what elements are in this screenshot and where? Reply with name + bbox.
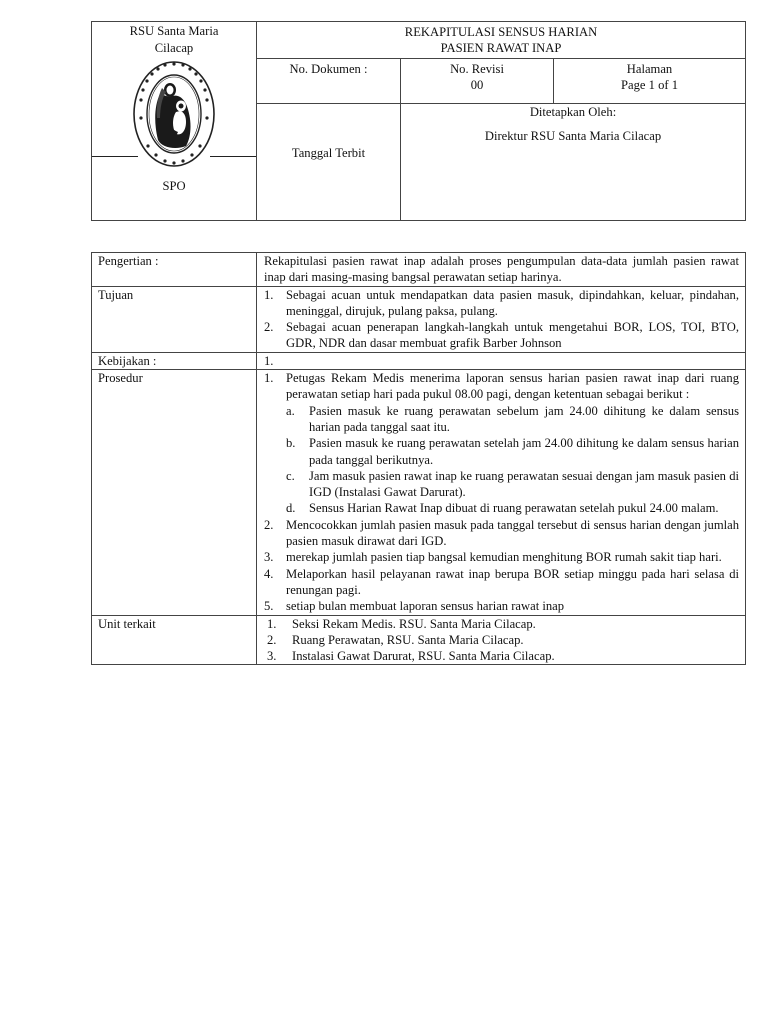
- sub-list-item: [286, 435, 739, 468]
- list-item: [264, 353, 739, 369]
- prosedur-row: [92, 370, 746, 615]
- divider-line-right: [210, 156, 256, 157]
- list-item: [264, 370, 739, 403]
- sub-list-letter: c.: [286, 468, 295, 483]
- sub-list-item: [286, 468, 739, 501]
- sub-list-item: [286, 403, 739, 436]
- list-number: 5.: [264, 599, 274, 614]
- list-text: Petugas Rekam Medis menerima laporan sensus harian pasien rawat inap dari ruang perawatan setiap hari pada pukul 08.00 pagi, dengan ketentuan sebagai berikut :: [286, 371, 739, 402]
- org-cell: [92, 22, 257, 221]
- list-number: 1.: [264, 371, 274, 386]
- kebijakan-label: Kebijakan :: [92, 352, 257, 369]
- no-dokumen-label: No. Dokumen :: [289, 62, 368, 76]
- no-revisi-label: No. Revisi: [450, 62, 504, 76]
- list-text: Sebagai acuan untuk mendapatkan data pasien masuk, dipindahkan, keluar, pindahan, meninggal, dirujuk, pulang paksa, pulang.: [286, 287, 739, 318]
- title-line2: PASIEN RAWAT INAP: [440, 41, 562, 55]
- list-number: 1.: [264, 287, 274, 302]
- list-item: [264, 287, 739, 320]
- pengertian-row: [92, 253, 746, 287]
- halaman-label: Halaman: [626, 62, 673, 76]
- list-text: Mencocokkan jumlah pasien masuk pada tanggal tersebut di sensus harian dengan jumlah pasien masuk dirawat dari IGD.: [286, 517, 739, 549]
- list-number: 1.: [267, 616, 277, 631]
- unit-terkait-row: [92, 615, 746, 665]
- list-number: 2.: [264, 517, 274, 532]
- sub-list-item: [286, 500, 739, 516]
- list-number: 4.: [264, 566, 274, 581]
- list-item: [264, 549, 739, 565]
- list-number: 3.: [267, 649, 277, 664]
- sub-list-text: Jam masuk pasien rawat inap ke ruang perawatan sesuai dengan jam masuk pasien di IGD (Instalasi Gawat Darurat).: [309, 468, 739, 500]
- sub-list-text: Pasien masuk ke ruang perawatan setelah jam 24.00 dihitung ke dalam sensus harian pada tanggal berikutnya.: [309, 436, 739, 467]
- sub-list-letter: d.: [286, 501, 296, 516]
- list-text: setiap bulan membuat laporan sensus harian rawat inap: [286, 599, 565, 614]
- no-revisi-value: 00: [470, 78, 484, 92]
- list-item: [264, 616, 739, 632]
- list-number: 2.: [267, 632, 277, 647]
- list-text: Ruang Perawatan, RSU. Santa Maria Cilacap.: [292, 632, 524, 647]
- hospital-seal-logo-icon: [132, 60, 216, 168]
- ditetapkan-label: Ditetapkan Oleh:: [529, 105, 617, 119]
- sub-list-text: Sensus Harian Rawat Inap dibuat di ruang perawatan setelah pukul 24.00 malam.: [309, 501, 719, 516]
- prosedur-label: Prosedur: [92, 370, 257, 615]
- list-text: merekap jumlah pasien tiap bangsal kemudian menghitung BOR rumah sakit tiap hari.: [286, 550, 722, 565]
- divider-line-left: [92, 156, 138, 157]
- tujuan-label: Tujuan: [92, 286, 257, 352]
- list-item: [264, 319, 739, 352]
- unit-terkait-content: [257, 615, 746, 665]
- ditetapkan-cell: [401, 104, 746, 221]
- pengertian-text: Rekapitulasi pasien rawat inap adalah proses pengumpulan data-data jumlah pasien rawat inap dari masing-masing bangsal perawatan setiap harinya.: [257, 253, 746, 287]
- list-item: [264, 517, 739, 550]
- org-name-line2: Cilacap: [154, 41, 194, 55]
- header-table: [91, 21, 746, 221]
- tanggal-terbit-label: Tanggal Terbit: [291, 146, 366, 160]
- document-title: [257, 22, 746, 59]
- sub-list-text: Pasien masuk ke ruang perawatan sebelum jam 24.00 dihitung ke dalam sensus harian pada tanggal saat itu.: [309, 403, 739, 434]
- list-text: Sebagai acuan penerapan langkah-langkah untuk mengetahui BOR, LOS, TOI, BTO, GDR, NDR dan dasar membuat grafik Barber Johnson: [286, 320, 739, 351]
- list-text: Seksi Rekam Medis. RSU. Santa Maria Cilacap.: [292, 616, 536, 631]
- list-item: [264, 632, 739, 648]
- ditetapkan-value: Direktur RSU Santa Maria Cilacap: [484, 129, 662, 143]
- pengertian-label: Pengertian :: [92, 253, 257, 287]
- halaman-value: Page 1 of 1: [621, 78, 679, 92]
- sub-list-letter: b.: [286, 436, 296, 451]
- title-line1: REKAPITULASI SENSUS HARIAN: [404, 25, 598, 39]
- list-item: [264, 648, 739, 664]
- org-name-line1: RSU Santa Maria: [129, 24, 219, 38]
- org-name: [92, 22, 256, 57]
- list-text: Instalasi Gawat Darurat, RSU. Santa Maria Cilacap.: [292, 649, 555, 664]
- sub-list-letter: a.: [286, 403, 295, 418]
- list-text: [286, 353, 739, 369]
- unit-terkait-label: Unit terkait: [92, 615, 257, 665]
- list-number: 2.: [264, 320, 274, 335]
- tujuan-row: [92, 286, 746, 352]
- tujuan-content: [257, 286, 746, 352]
- doc-type-label: SPO: [162, 179, 186, 193]
- list-item: [264, 598, 739, 614]
- kebijakan-content: [257, 352, 746, 369]
- list-number: 3.: [264, 550, 274, 565]
- tanggal-terbit-cell: [257, 104, 401, 221]
- list-text: Melaporkan hasil pelayanan rawat inap berupa BOR setiap minggu pada hari selasa di renungan pagi.: [286, 566, 739, 597]
- kebijakan-row: [92, 352, 746, 369]
- procedure-table: [91, 252, 746, 665]
- prosedur-content: [257, 370, 746, 615]
- halaman-cell: [554, 59, 746, 104]
- list-number: 1.: [264, 353, 274, 368]
- list-item: [264, 566, 739, 599]
- no-revisi-cell: [401, 59, 554, 104]
- no-dokumen-cell: [257, 59, 401, 104]
